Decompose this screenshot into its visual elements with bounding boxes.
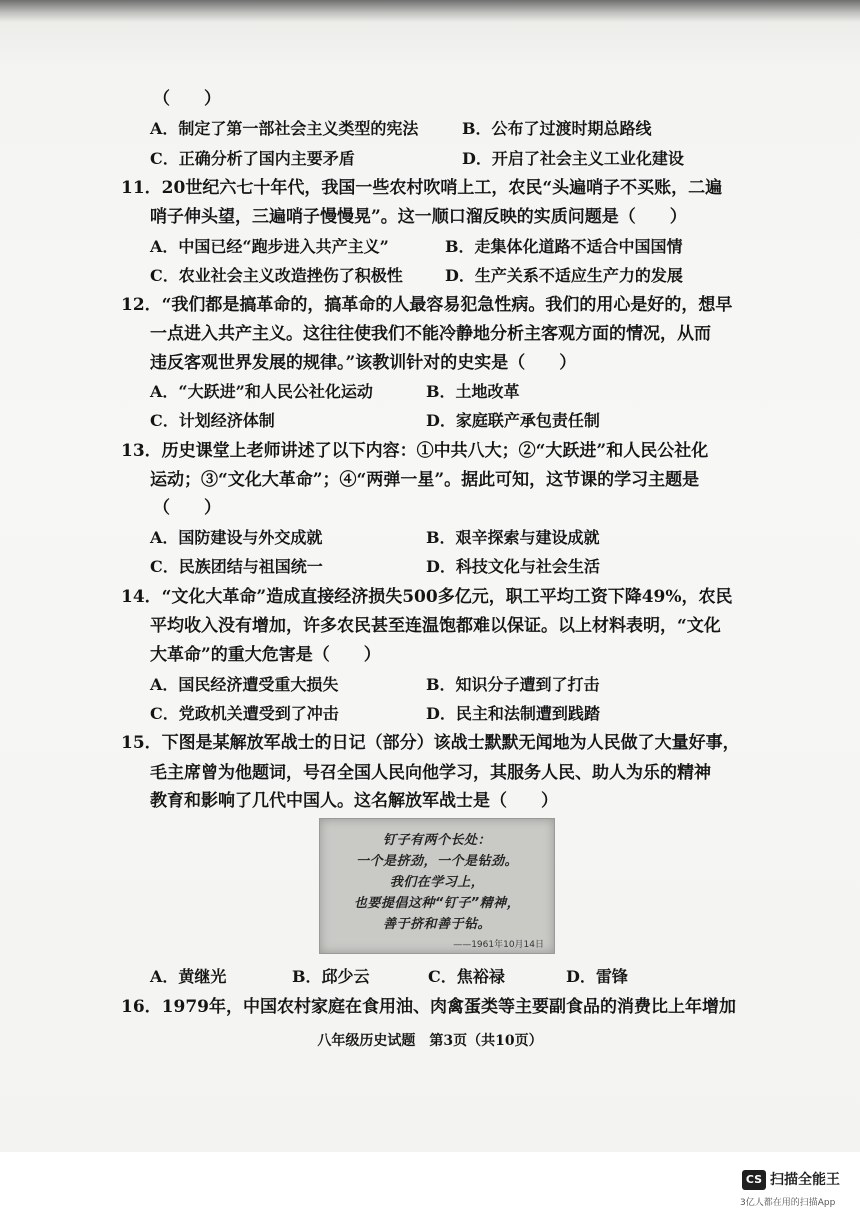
q14-option-d: D．民主和法制遭到践踏 bbox=[426, 704, 600, 723]
q12-option-a: A．“大跃进”和人民公社化运动 bbox=[150, 382, 373, 401]
q11-option-c: C．农业社会主义改造挫伤了积极性 bbox=[150, 266, 403, 285]
q13-option-a: A．国防建设与外交成就 bbox=[150, 528, 323, 547]
answer-blank: （ ） bbox=[153, 89, 221, 109]
diary-line: 钉子有两个长处： bbox=[382, 833, 491, 848]
option-b: B．公布了过渡时期总路线 bbox=[462, 119, 652, 138]
diary-image bbox=[319, 818, 555, 954]
diary-line: 一个是挤劲，一个是钻劲。 bbox=[355, 854, 518, 869]
option-a: A．制定了第一部社会主义类型的宪法 bbox=[150, 119, 419, 138]
diary-line: 我们在学习上， bbox=[389, 875, 485, 890]
diary-line: 也要提倡这种“钉子”精神， bbox=[353, 896, 521, 911]
q15-stem-line1: 15．下图是某解放军战士的日记（部分）该战士默默无闻地为人民做了大量好事， bbox=[121, 733, 740, 753]
q11-stem-line1: 11．20世纪六七十年代，我国一些农村吹哨上工，农民“头遍哨子不买账，二遍 bbox=[121, 178, 723, 198]
scanner-app-name: 扫描全能王 bbox=[770, 1172, 840, 1188]
q14-option-a: A．国民经济遭受重大损失 bbox=[150, 675, 339, 694]
q12-stem-line1: 12．“我们都是搞革命的，搞革命的人最容易犯急性病。我们的用心是好的，想早 bbox=[121, 295, 733, 315]
q13-stem-line2: 运动；③“文化大革命”；④“两弹一星”。据此可知，这节课的学习主题是 bbox=[150, 470, 700, 490]
q12-option-d: D．家庭联产承包责任制 bbox=[426, 411, 600, 430]
camscanner-logo-icon: CS bbox=[742, 1170, 766, 1190]
q12-stem-line2: 一点进入共产主义。这往往使我们不能冷静地分析主客观方面的情况，从而 bbox=[150, 324, 711, 344]
q11-stem-line2: 哨子伸头望，三遍哨子慢慢晃”。这一顺口溜反映的实质问题是（ ） bbox=[150, 207, 687, 227]
q14-stem-line3: 大革命”的重大危害是（ ） bbox=[150, 645, 381, 665]
q15-option-a: A．黄继光 bbox=[150, 967, 227, 986]
option-d: D．开启了社会主义工业化建设 bbox=[462, 149, 684, 168]
q13-stem-line3: （ ） bbox=[153, 498, 221, 518]
q11-option-a: A．中国已经“跑步进入共产主义” bbox=[150, 237, 389, 256]
q11-option-b: B．走集体化道路不适合中国国情 bbox=[445, 237, 683, 256]
q16-stem-line1: 16．1979年，中国农村家庭在食用油、肉禽蛋类等主要副食品的消费比上年增加 bbox=[121, 997, 736, 1017]
q12-option-b: B．土地改革 bbox=[426, 382, 520, 401]
q12-option-c: C．计划经济体制 bbox=[150, 411, 275, 430]
q14-option-b: B．知识分子遭到了打击 bbox=[426, 675, 600, 694]
q14-stem-line2: 平均收入没有增加，许多农民甚至连温饱都难以保证。以上材料表明，“文化 bbox=[150, 616, 721, 636]
q12-stem-line3: 违反客观世界发展的规律。”该教训针对的史实是（ ） bbox=[150, 353, 577, 373]
q13-option-d: D．科技文化与社会生活 bbox=[426, 557, 600, 576]
scanner-tagline: 3亿人都在用的扫描App bbox=[740, 1198, 836, 1208]
q14-option-c: C．党政机关遭受到了冲击 bbox=[150, 704, 339, 723]
q14-stem-line1: 14．“文化大革命”造成直接经济损失500多亿元，职工平均工资下降49%，农民 bbox=[121, 587, 733, 607]
q13-option-c: C．民族团结与祖国统一 bbox=[150, 557, 323, 576]
diary-date: ——1961年10月14日 bbox=[453, 940, 544, 950]
q15-stem-line2: 毛主席曾为他题词，号召全国人民向他学习，其服务人民、助人为乐的精神 bbox=[150, 763, 711, 783]
q13-option-b: B．艰辛探索与建设成就 bbox=[426, 528, 600, 547]
q13-stem-line1: 13．历史课堂上老师讲述了以下内容：①中共八大；②“大跃进”和人民公社化 bbox=[121, 441, 709, 461]
page-footer: 八年级历史试题 第3页（共10页） bbox=[317, 1033, 543, 1049]
option-c: C．正确分析了国内主要矛盾 bbox=[150, 149, 355, 168]
q15-option-d: D．雷锋 bbox=[566, 967, 628, 986]
q15-option-b: B．邱少云 bbox=[292, 967, 370, 986]
q15-stem-line3: 教育和影响了几代中国人。这名解放军战士是（ ） bbox=[150, 791, 558, 811]
diary-line: 善于挤和善于钻。 bbox=[382, 917, 491, 932]
q11-option-d: D．生产关系不适应生产力的发展 bbox=[445, 266, 683, 285]
q15-option-c: C．焦裕禄 bbox=[428, 967, 505, 986]
